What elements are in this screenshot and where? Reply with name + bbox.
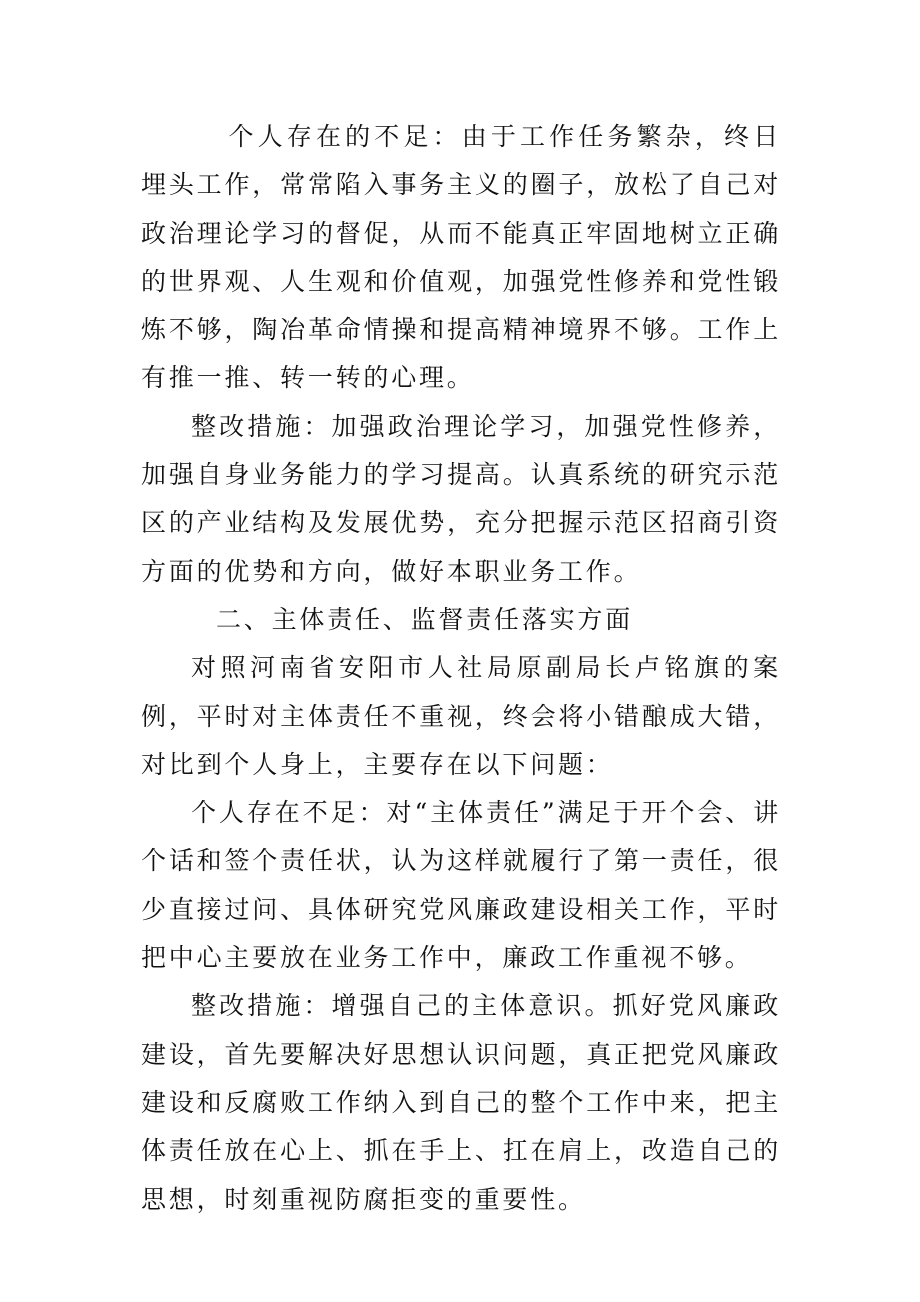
section-heading-responsibility: 二、主体责任、监督责任落实方面 [216, 604, 634, 634]
paragraph-case-comparison: 对照河南省安阳市人社局原副局长卢铭旗的案例，平时对主体责任不重视，终会将小错酿成大错，对比到个人身上，主要存在以下问题： [141, 653, 781, 779]
document-body [141, 113, 781, 1224]
paragraph-personal-shortcomings-2: 个人存在不足：对“主体责任”满足于开个会、讲个话和签个责任状，认为这样就履行了第一责任，很少直接过问、具体研究党风廉政建设相关工作，平时把中心主要放在业务工作中，廉政工作重视不够。 [141, 798, 781, 973]
paragraph-personal-shortcomings-1: 个人存在的不足：由于工作任务繁杂，终日埋头工作，常常陷入事务主义的圈子，放松了自己对政治理论学习的督促，从而不能真正牢固地树立正确的世界观、人生观和价值观，加强党性修养和党性锻炼不够，陶冶革命情操和提高精神境界不够。工作上有推一推、转一转的心理。 [141, 122, 781, 393]
paragraph-rectification-1: 整改措施：加强政治理论学习，加强党性修养，加强自身业务能力的学习提高。认真系统的研究示范区的产业结构及发展优势，充分把握示范区招商引资方面的优势和方向，做好本职业务工作。 [141, 411, 781, 586]
paragraph-rectification-2: 整改措施：增强自己的主体意识。抓好党风廉政建设，首先要解决好思想认识问题，真正把党风廉政建设和反腐败工作纳入到自己的整个工作中来，把主体责任放在心上、抓在手上、扛在肩上，改造自己的思想，时刻重视防腐拒变的重要性。 [141, 991, 781, 1214]
